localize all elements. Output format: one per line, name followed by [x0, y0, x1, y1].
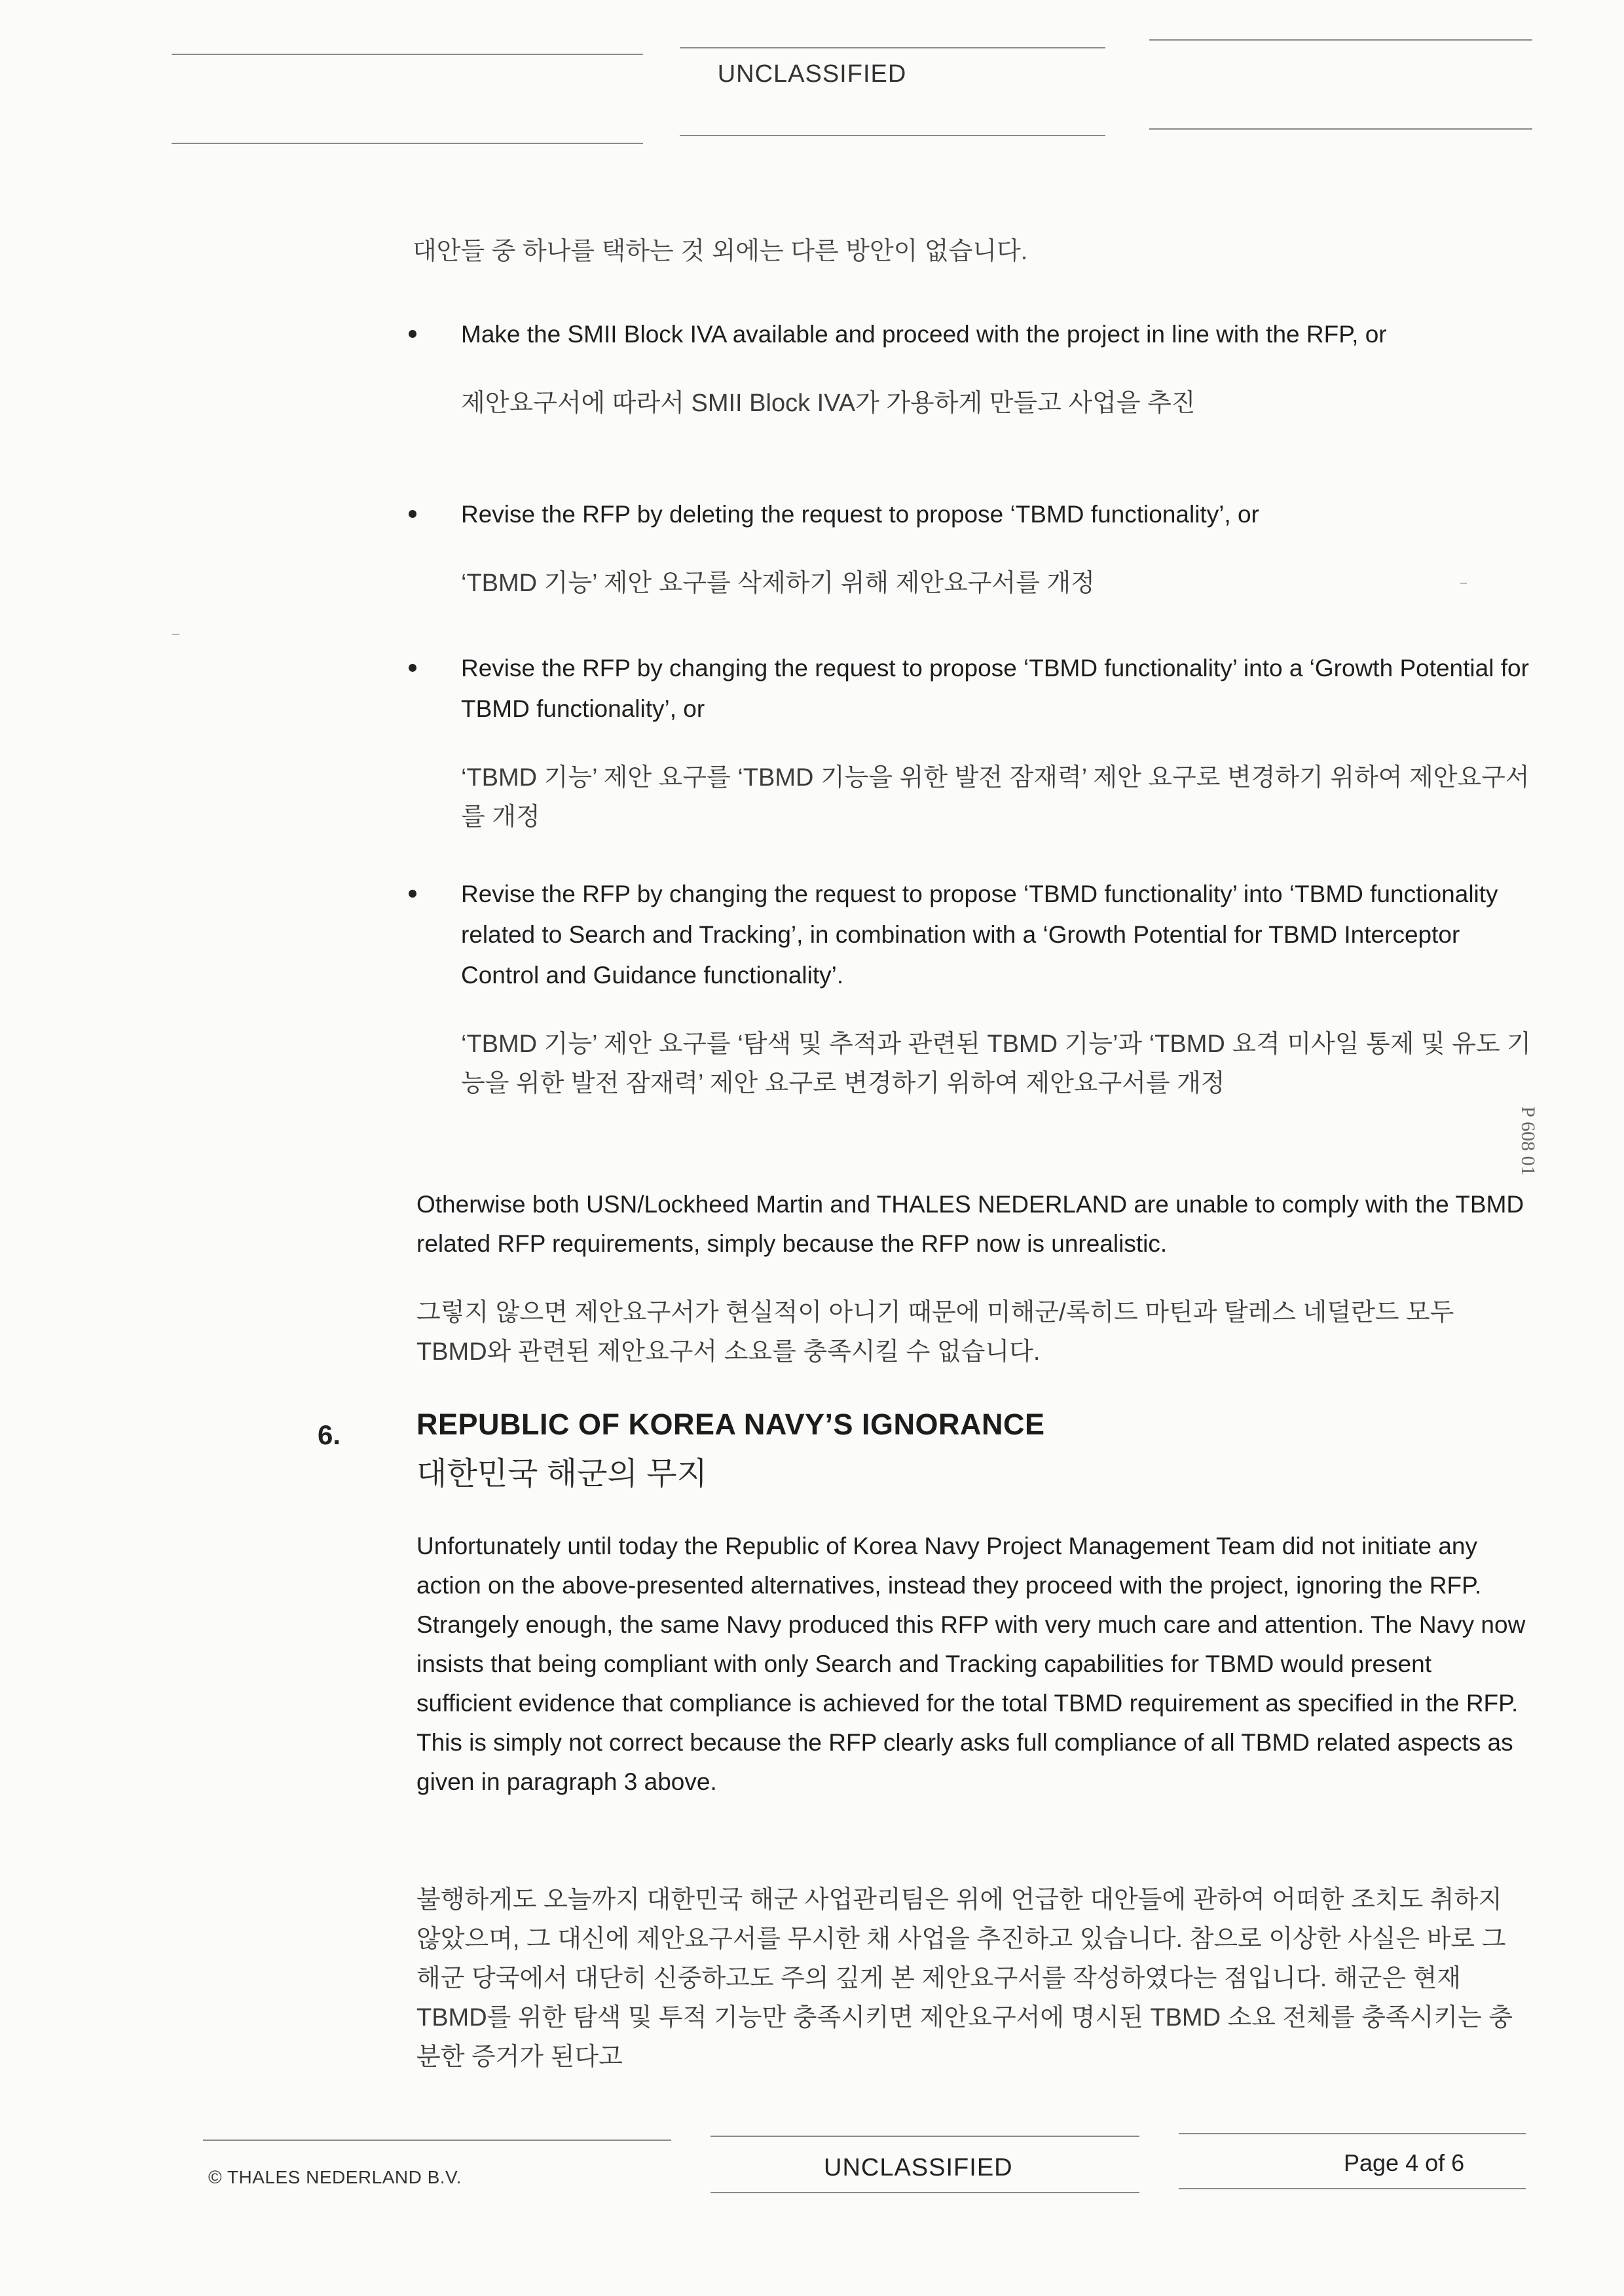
- footer-rule-top-mid: [710, 2136, 1139, 2137]
- alternative-korean: ‘TBMD 기능’ 제안 요구를 ‘TBMD 기능을 위한 발전 잠재력’ 제안 요구로 변경하기 위하여 제안요구서를 개정: [461, 764, 1530, 831]
- footer-rule-top-right: [1179, 2133, 1526, 2134]
- footer-classification: UNCLASSIFIED: [824, 2154, 1013, 2181]
- section-title: REPUBLIC OF KOREA NAVY’S IGNORANCE: [416, 1408, 1045, 1441]
- header-rule-bottom-left: [172, 143, 643, 144]
- alternative-korean: ‘TBMD 기능’ 제안 요구를 ‘탐색 및 추적과 관련된 TBMD 기능’과 ‘TBMD 요격 미사일 통제 및 유도 기능을 위한 발전 잠재력’ 제안 요구로 변경하기 위하여 제안요구서를 개정: [461, 1030, 1531, 1097]
- header-rule-top-mid: [680, 47, 1105, 48]
- otherwise-paragraph-korean: 그렇지 않으면 제안요구서가 현실적이 아니기 때문에 미해군/록히드 마틴과 탈레스 네덜란드 모두 TBMD와 관련된 제안요구서 소요를 충족시킬 수 없습니다.: [416, 1299, 1454, 1366]
- alternative-english: Make the SMII Block IVA available and proceed with the project in line with the RFP, or: [461, 321, 1387, 348]
- footer-rule-bottom-right: [1179, 2188, 1526, 2189]
- header-rule-top-left: [172, 54, 643, 55]
- alternative-korean: 제안요구서에 따라서 SMII Block IVA가 가용하게 만들고 사업을 추진: [461, 390, 1196, 417]
- section-body: Unfortunately until today the Republic of Korea Navy Project Management Team did not initiate any action on the above-presented alternatives, instead they proceed with the project, ignoring the RFP. Strangely enough, the same Navy produced this RFP with very much care and attention. The Navy now insists that being compliant with only Search and Tracking capabilities for TBMD would present sufficient evidence that compliance is achieved for the total TBMD requirement as specified in the RFP. This is simply not correct because the RFP clearly asks full compliance of all TBMD related aspects as given in paragraph 3 above.: [416, 1533, 1526, 1795]
- side-stamp: P 608 01: [1517, 1106, 1539, 1176]
- header-rule-top-right: [1149, 39, 1532, 41]
- footer-page-number: Page 4 of 6: [1344, 2149, 1465, 2176]
- footer-rule-bottom-mid: [710, 2192, 1139, 2193]
- section-number: 6.: [318, 1419, 341, 1450]
- header-classification: UNCLASSIFIED: [717, 60, 907, 88]
- intro-korean: 대안들 중 하나를 택하는 것 외에는 다른 방안이 없습니다.: [413, 238, 1028, 265]
- header-rule-bottom-right: [1149, 128, 1532, 130]
- scan-mark: [172, 634, 179, 635]
- alternative-item: [406, 314, 1532, 423]
- bullet-icon: [409, 330, 416, 338]
- bullet-icon: [409, 510, 416, 518]
- alternative-korean: ‘TBMD 기능’ 제안 요구를 삭제하기 위해 제안요구서를 개정: [461, 570, 1095, 597]
- alternative-english: Revise the RFP by changing the request to propose ‘TBMD functionality’ into a ‘Growth Potential for TBMD functionality’, or: [461, 655, 1529, 722]
- alternative-item: [406, 874, 1532, 1103]
- header-rule-bottom-mid: [680, 135, 1105, 136]
- alternative-english: Revise the RFP by changing the request to propose ‘TBMD functionality’ into ‘TBMD functionality related to Search and Tracking’, in combination with a ‘Growth Potential for TBMD Interceptor Control and Guidance functionality’.: [461, 881, 1498, 989]
- footer-copyright: © THALES NEDERLAND B.V.: [208, 2167, 462, 2187]
- bullet-icon: [409, 890, 416, 898]
- alternative-item: [406, 494, 1532, 603]
- section-title-korean: 대한민국 해군의 무지: [416, 1457, 707, 1491]
- section-body-korean: 불행하게도 오늘까지 대한민국 해군 사업관리팀은 위에 언급한 대안들에 관하여 어떠한 조치도 취하지 않았으며, 그 대신에 제안요구서를 무시한 채 사업을 추진하고 있습니다. 참으로 이상한 사실은 바로 그 해군 당국에서 대단히 신중하고도 주의 깊게 본 제안요구서를 작성하였다는 점입니다. 해군은 현재 TBMD를 위한 탐색 및 투적 기능만 충족시키면 제안요구서에 명시된 TBMD 소요 전체를 충족시키는 충분한 증거가 된다고: [416, 1886, 1513, 2071]
- alternative-english: Revise the RFP by deleting the request to propose ‘TBMD functionality’, or: [461, 501, 1259, 528]
- alternative-item: [406, 648, 1532, 837]
- otherwise-paragraph: Otherwise both USN/Lockheed Martin and THALES NEDERLAND are unable to comply with the TBMD related RFP requirements, simply because the RFP now is unrealistic.: [416, 1191, 1524, 1257]
- scan-mark: [1460, 583, 1467, 584]
- bullet-icon: [409, 664, 416, 672]
- footer-rule-top-left: [203, 2140, 671, 2141]
